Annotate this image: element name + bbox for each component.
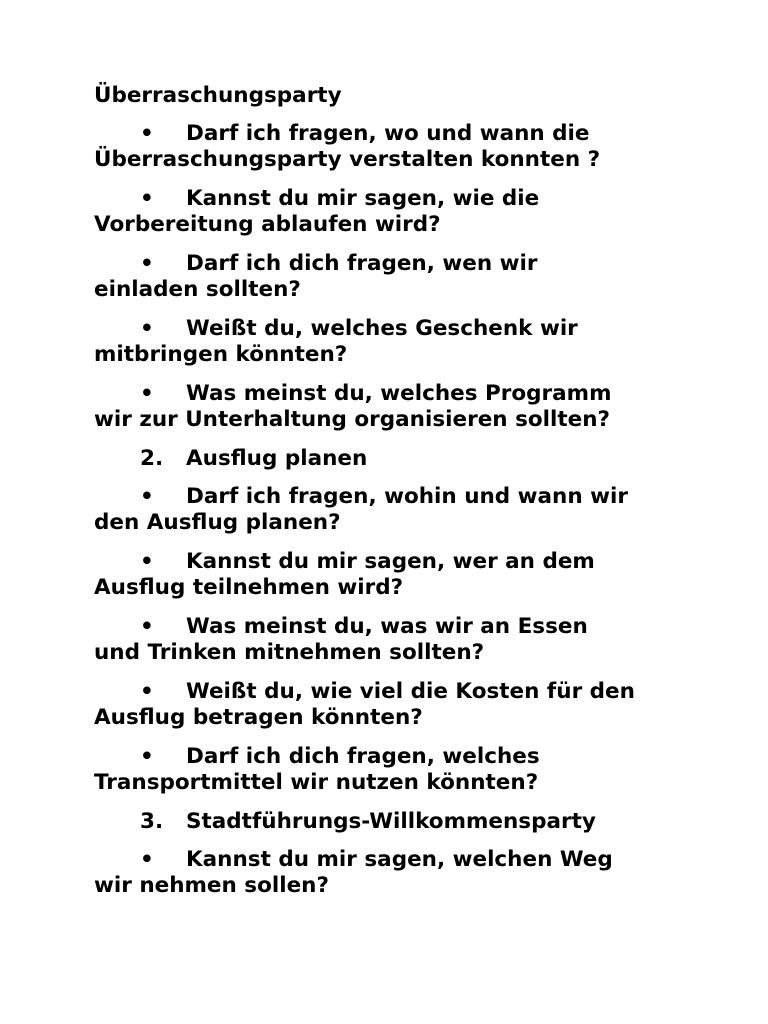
item-text: Darf ich fragen, wohin und wann wir [186, 484, 628, 509]
document-title: Überraschungsparty [94, 83, 342, 108]
item-text: Kannst du mir sagen, wie die [186, 186, 540, 211]
item-text-continuation: den Ausflug planen? [94, 510, 341, 535]
list-item [94, 186, 714, 238]
item-text-continuation: mitbringen könnten? [94, 342, 348, 367]
item-text-continuation: Transportmittel wir nutzen könnten? [94, 770, 539, 795]
bullet-icon: • [140, 186, 154, 211]
list-item [94, 614, 714, 666]
list-item [94, 484, 714, 536]
bullet-icon: • [140, 614, 154, 639]
list-item [94, 847, 714, 899]
item-text-continuation: Ausflug teilnehmen wird? [94, 575, 404, 600]
section-title: Ausflug planen [186, 446, 368, 471]
bullet-icon: • [140, 847, 154, 872]
list-item [94, 251, 714, 303]
list-item [94, 549, 714, 601]
item-text: Was meinst du, was wir an Essen [186, 614, 588, 639]
document-page [94, 83, 714, 912]
item-text-continuation: wir nehmen sollen? [94, 873, 329, 898]
section-number: 2. [140, 446, 164, 471]
bullet-icon: • [140, 316, 154, 341]
list-item [94, 121, 714, 173]
item-text: Darf ich fragen, wo und wann die [186, 121, 590, 146]
item-text: Weißt du, welches Geschenk wir [186, 316, 578, 341]
item-text: Darf ich dich fragen, welches [186, 744, 540, 769]
bullet-icon: • [140, 251, 154, 276]
item-text-continuation: wir zur Unterhaltung organisieren sollten? [94, 407, 611, 432]
item-text-continuation: Ausflug betragen könnten? [94, 705, 423, 730]
list-item [94, 381, 714, 433]
section-title: Stadtführungs-Willkommensparty [186, 809, 596, 834]
section-number: 3. [140, 809, 164, 834]
bullet-icon: • [140, 121, 154, 146]
list-item [94, 744, 714, 796]
bullet-icon: • [140, 549, 154, 574]
item-text-continuation: Vorbereitung ablaufen wird? [94, 212, 441, 237]
bullet-icon: • [140, 381, 154, 406]
bullet-icon: • [140, 744, 154, 769]
section-heading [94, 809, 714, 835]
item-text: Weißt du, wie viel die Kosten für den [186, 679, 635, 704]
section-heading [94, 446, 714, 472]
list-item [94, 679, 714, 731]
item-text: Kannst du mir sagen, wer an dem [186, 549, 595, 574]
item-text-continuation: Überraschungsparty verstalten konnten ? [94, 147, 601, 172]
item-text: Kannst du mir sagen, welchen Weg [186, 847, 613, 872]
bullet-icon: • [140, 679, 154, 704]
item-text: Was meinst du, welches Programm [186, 381, 612, 406]
item-text-continuation: einladen sollten? [94, 277, 301, 302]
item-text-continuation: und Trinken mitnehmen sollten? [94, 640, 485, 665]
bullet-icon: • [140, 484, 154, 509]
item-text: Darf ich dich fragen, wen wir [186, 251, 538, 276]
list-item [94, 316, 714, 368]
